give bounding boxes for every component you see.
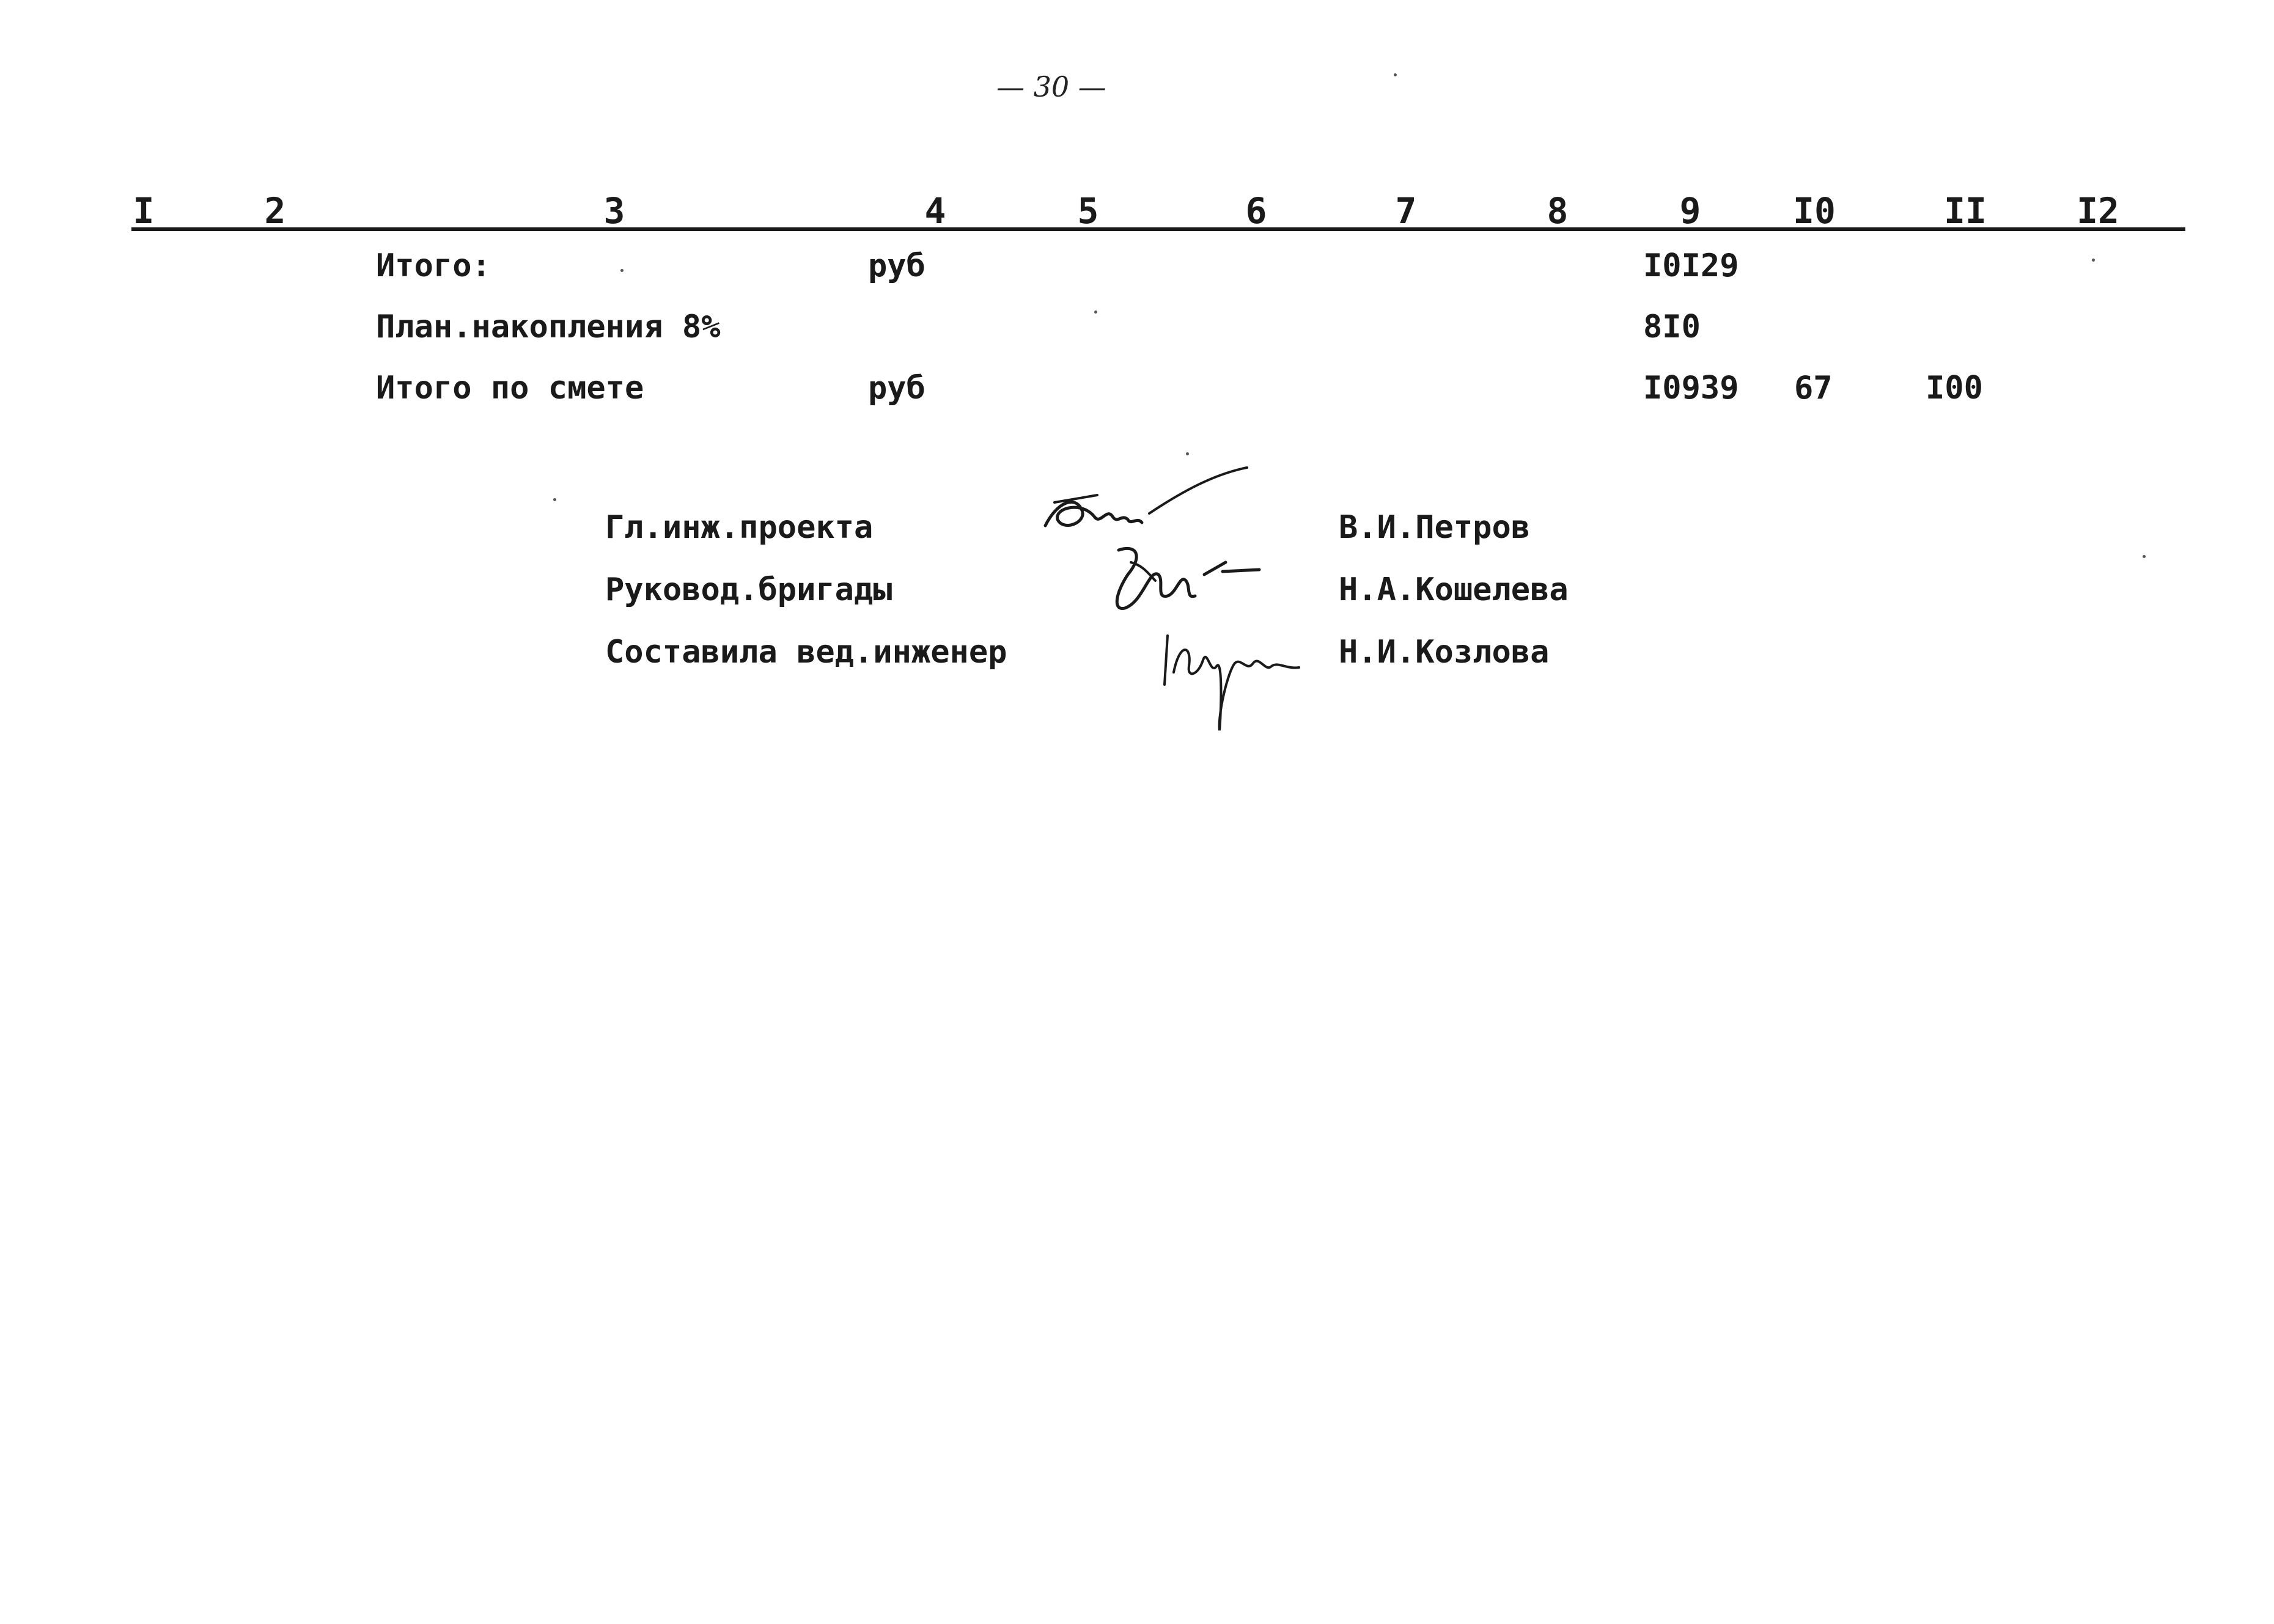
table-row	[0, 244, 2274, 287]
column-number: 9	[1679, 190, 1701, 232]
column-number: I2	[2077, 190, 2119, 232]
row-unit: руб	[868, 370, 925, 406]
scan-speck	[2092, 259, 2095, 262]
page-number: — 30 —	[996, 70, 1106, 103]
scan-speck	[1094, 310, 1097, 314]
column-number: 2	[264, 190, 286, 232]
handwritten-signature	[1100, 538, 1284, 623]
scan-speck	[2143, 555, 2146, 558]
column-number: I	[133, 190, 155, 232]
column-number: 5	[1077, 190, 1099, 232]
row-col9: 8I0	[1643, 309, 1701, 345]
row-name: План.накопления 8%	[376, 309, 721, 345]
scan-speck	[1186, 452, 1189, 455]
column-number: 3	[603, 190, 625, 232]
row-col10: 67	[1794, 370, 1833, 406]
handwritten-signature	[1155, 617, 1314, 740]
column-number: I0	[1793, 190, 1836, 232]
signatory-title: Гл.инж.проекта	[605, 509, 874, 546]
row-name: Итого:	[376, 248, 491, 284]
signatory-name: В.И.Петров	[1339, 509, 1531, 546]
column-number: II	[1944, 190, 1987, 232]
scan-speck	[553, 498, 556, 501]
column-number: 6	[1245, 190, 1267, 232]
row-col9: I0939	[1643, 370, 1739, 406]
table-row	[0, 367, 2274, 410]
signatory-name: Н.И.Козлова	[1339, 634, 1550, 671]
signatory-name: Н.А.Кошелева	[1339, 571, 1569, 608]
scan-speck	[1394, 73, 1397, 76]
signatory-title: Руковод.бригады	[605, 571, 892, 608]
table-header	[0, 189, 2274, 232]
row-col11: I00	[1926, 370, 1983, 406]
header-rule	[131, 227, 2185, 231]
signatory-title: Составила вед.инженер	[605, 634, 1007, 671]
row-col9: I0I29	[1643, 248, 1739, 284]
signature-line	[0, 631, 2274, 674]
column-number: 4	[924, 190, 946, 232]
column-number: 7	[1395, 190, 1417, 232]
table-row	[0, 306, 2274, 348]
row-name: Итого по смете	[376, 370, 644, 406]
row-unit: руб	[868, 248, 925, 284]
scan-speck	[620, 269, 624, 272]
column-number: 8	[1547, 190, 1569, 232]
